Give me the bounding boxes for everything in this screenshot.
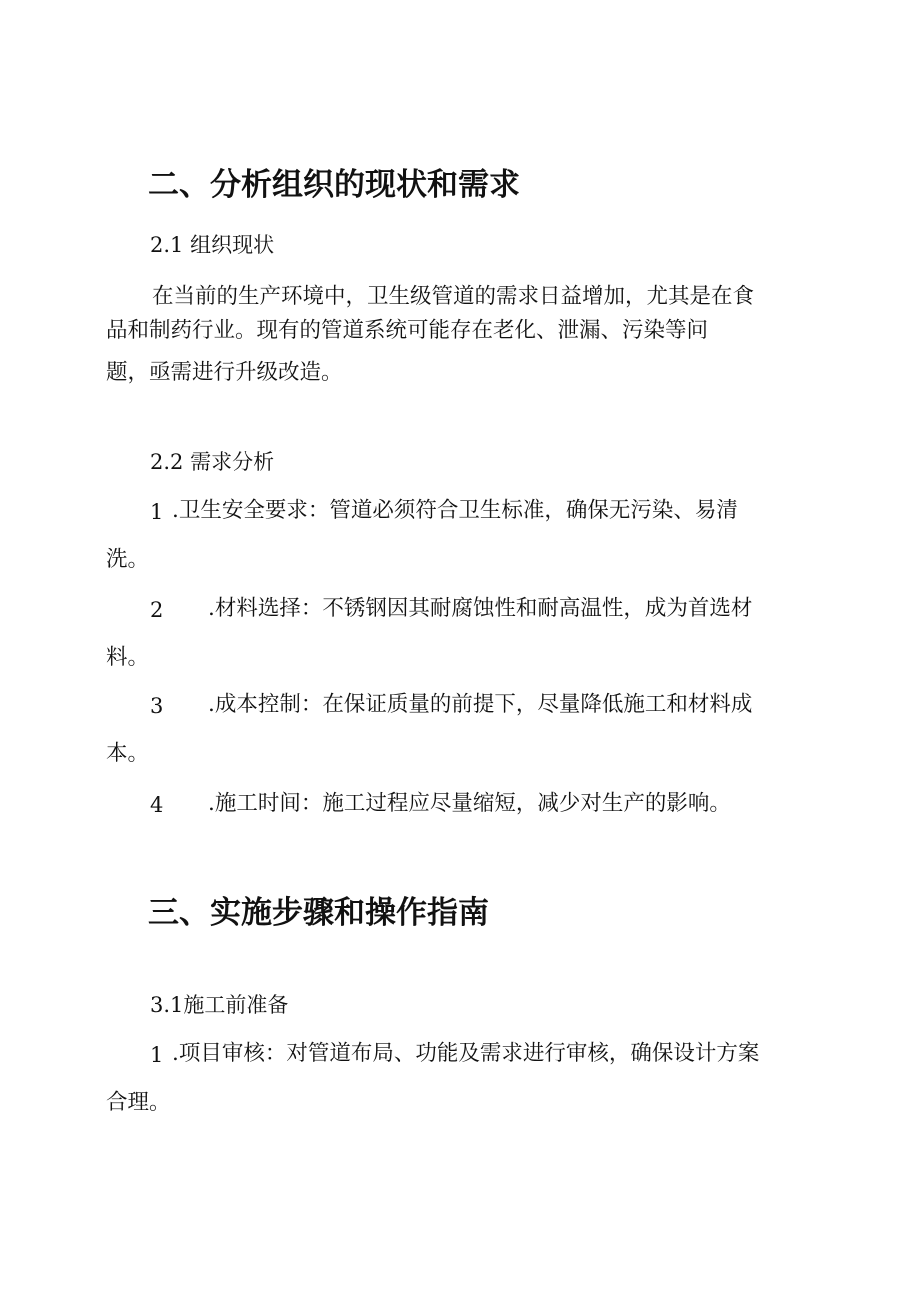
list-item-text: .卫生安全要求：管道必须符合卫生标准，确保无污染、易清 [172, 498, 738, 523]
list-item-text-continued: 本。 [106, 741, 150, 766]
subsection-2-1-title: 2.1 组织现状 [150, 233, 275, 257]
list-item-text-continued: 料。 [106, 645, 150, 670]
list-item-text: .成本控制：在保证质量的前提下，尽量降低施工和材料成 [208, 692, 753, 717]
list-item-number: 1 [150, 1043, 164, 1067]
section-3-heading: 三、实施步骤和操作指南 [148, 895, 489, 931]
subsection-3-1-title: 3.1施工前准备 [150, 993, 289, 1017]
list-item-text: .项目审核：对管道布局、功能及需求进行审核，确保设计方案 [172, 1041, 760, 1066]
list-item-text: .施工时间：施工过程应尽量缩短，减少对生产的影响。 [208, 791, 731, 816]
list-item-number: 1 [150, 500, 164, 524]
list-item-text: .材料选择：不锈钢因其耐腐蚀性和耐高温性，成为首选材 [208, 596, 753, 621]
paragraph-2-1-line-3: 题，亟需进行升级改造。 [106, 360, 343, 385]
list-item-text-continued: 合理。 [106, 1090, 171, 1115]
list-item-number: 2 [150, 598, 164, 622]
list-item-text-continued: 洗。 [106, 547, 150, 572]
list-item-number: 4 [150, 793, 164, 817]
list-item-number: 3 [150, 694, 164, 718]
subsection-2-2-title: 2.2 需求分析 [150, 450, 275, 474]
paragraph-2-1-line-1: 在当前的生产环境中，卫生级管道的需求日益增加，尤其是在食 [152, 284, 755, 309]
section-2-heading: 二、分析组织的现状和需求 [148, 167, 520, 203]
paragraph-2-1-line-2: 品和制药行业。现有的管道系统可能存在老化、泄漏、污染等问 [106, 318, 709, 343]
